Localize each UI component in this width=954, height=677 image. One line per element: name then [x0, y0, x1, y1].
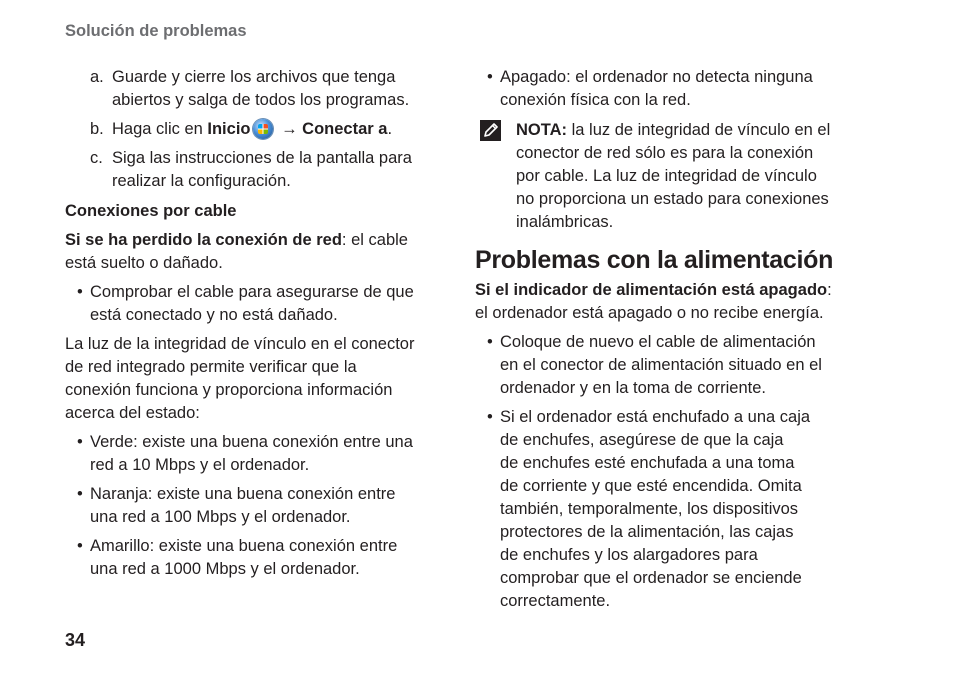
- lost-connection-paragraph: [65, 229, 450, 275]
- bullet-text-line: de enchufes esté enchufada a una toma: [500, 454, 795, 472]
- step-label: c.: [90, 149, 103, 167]
- step-text-line: abiertos y salga de todos los programas.: [112, 91, 410, 109]
- bullet-glyph: •: [77, 485, 83, 503]
- section-header: Solución de problemas: [65, 22, 247, 40]
- inicio-label: Inicio: [207, 120, 251, 138]
- bullet-text-line: de corriente y que esté encendida. Omita: [500, 477, 802, 495]
- paragraph-line: conexión funciona y proporciona información: [65, 381, 393, 399]
- power-off-rest: :: [827, 281, 832, 299]
- paragraph-line: de red integrado permite verificar que la: [65, 358, 357, 376]
- step-b: [65, 118, 450, 141]
- list-item: [65, 483, 450, 529]
- windows-start-icon: [253, 119, 273, 139]
- step-text-line: Guarde y cierre los archivos que tenga: [112, 68, 396, 86]
- power-off-line2: el ordenador está apagado o no recibe energía.: [475, 304, 824, 322]
- bullet-text-line: está conectado y no está dañado.: [90, 306, 338, 324]
- bullet-text-line: Apagado: el ordenador no detecta ninguna: [500, 68, 813, 86]
- step-text-end: .: [387, 120, 393, 138]
- bullet-glyph: •: [487, 408, 493, 426]
- note-label: NOTA:: [516, 121, 568, 139]
- subheading-wired: Conexiones por cable: [65, 202, 237, 220]
- note-text: la luz de integridad de vínculo en el: [567, 121, 831, 139]
- step-text: Haga clic en: [112, 120, 208, 138]
- power-problems-heading: Problemas con la alimentación: [475, 246, 834, 274]
- step-label: b.: [90, 120, 104, 138]
- bullet-text-line: Amarillo: existe una buena conexión entre: [90, 537, 398, 555]
- bullet-text-line: también, temporalmente, los dispositivos: [500, 500, 799, 518]
- lost-connection-bold: Si se ha perdido la conexión de red: [65, 231, 342, 249]
- bullet-glyph: •: [487, 68, 493, 86]
- paragraph-line: La luz de la integridad de vínculo en el conector: [65, 335, 415, 353]
- lost-connection-rest: : el cable: [341, 231, 408, 249]
- bullet-text-line: Si el ordenador está enchufado a una caja: [500, 408, 811, 426]
- arrow-glyph: →: [276, 120, 303, 138]
- note-block: [475, 119, 860, 234]
- bullet-text-line: en el conector de alimentación situado en el: [500, 356, 822, 374]
- bullet-text-line: de enchufes y los alargadores para: [500, 546, 758, 564]
- step-text-line: realizar la configuración.: [112, 172, 291, 190]
- step-a: [65, 66, 450, 112]
- note-line: conector de red sólo es para la conexión: [516, 144, 814, 162]
- bullet-text-line: correctamente.: [500, 592, 611, 610]
- list-item: [475, 406, 860, 613]
- list-item: [65, 535, 450, 581]
- paragraph-line: acerca del estado:: [65, 404, 200, 422]
- list-item: [65, 281, 450, 327]
- list-item: [475, 331, 860, 400]
- step-c: [65, 147, 450, 193]
- step-text-line: Siga las instrucciones de la pantalla para: [112, 149, 412, 167]
- bullet-text-line: Coloque de nuevo el cable de alimentación: [500, 333, 816, 351]
- bullet-text-line: Verde: existe una buena conexión entre una: [90, 433, 413, 451]
- pencil-note-icon: [480, 120, 501, 141]
- bullet-glyph: •: [77, 433, 83, 451]
- bullet-text-line: una red a 1000 Mbps y el ordenador.: [90, 560, 360, 578]
- right-column: [475, 66, 860, 613]
- bullet-text-line: protectores de la alimentación, las cajas: [500, 523, 794, 541]
- page-number: 34: [65, 630, 86, 650]
- bullet-text-line: una red a 100 Mbps y el ordenador.: [90, 508, 351, 526]
- bullet-text-line: red a 10 Mbps y el ordenador.: [90, 456, 310, 474]
- note-line: inalámbricas.: [516, 213, 614, 231]
- link-integrity-paragraph: [65, 333, 450, 425]
- bullet-text-line: de enchufes, asegúrese de que la caja: [500, 431, 784, 449]
- power-off-paragraph: [475, 279, 860, 325]
- left-column: [65, 66, 450, 581]
- bullet-glyph: •: [77, 537, 83, 555]
- bullet-glyph: •: [77, 283, 83, 301]
- step-label: a.: [90, 68, 104, 86]
- power-off-bold: Si el indicador de alimentación está apagado: [475, 281, 828, 299]
- list-item: [65, 431, 450, 477]
- lost-connection-line2: está suelto o dañado.: [65, 254, 223, 272]
- bullet-text-line: Naranja: existe una buena conexión entre: [90, 485, 396, 503]
- bullet-text-line: ordenador y en la toma de corriente.: [500, 379, 766, 397]
- conectar-label: Conectar a: [302, 120, 388, 138]
- note-line: por cable. La luz de integridad de vínculo: [516, 167, 817, 185]
- list-item: [475, 66, 860, 112]
- bullet-text-line: conexión física con la red.: [500, 91, 691, 109]
- bullet-text-line: comprobar que el ordenador se enciende: [500, 569, 802, 587]
- bullet-text-line: Comprobar el cable para asegurarse de que: [90, 283, 414, 301]
- bullet-glyph: •: [487, 333, 493, 351]
- note-line: no proporciona un estado para conexiones: [516, 190, 829, 208]
